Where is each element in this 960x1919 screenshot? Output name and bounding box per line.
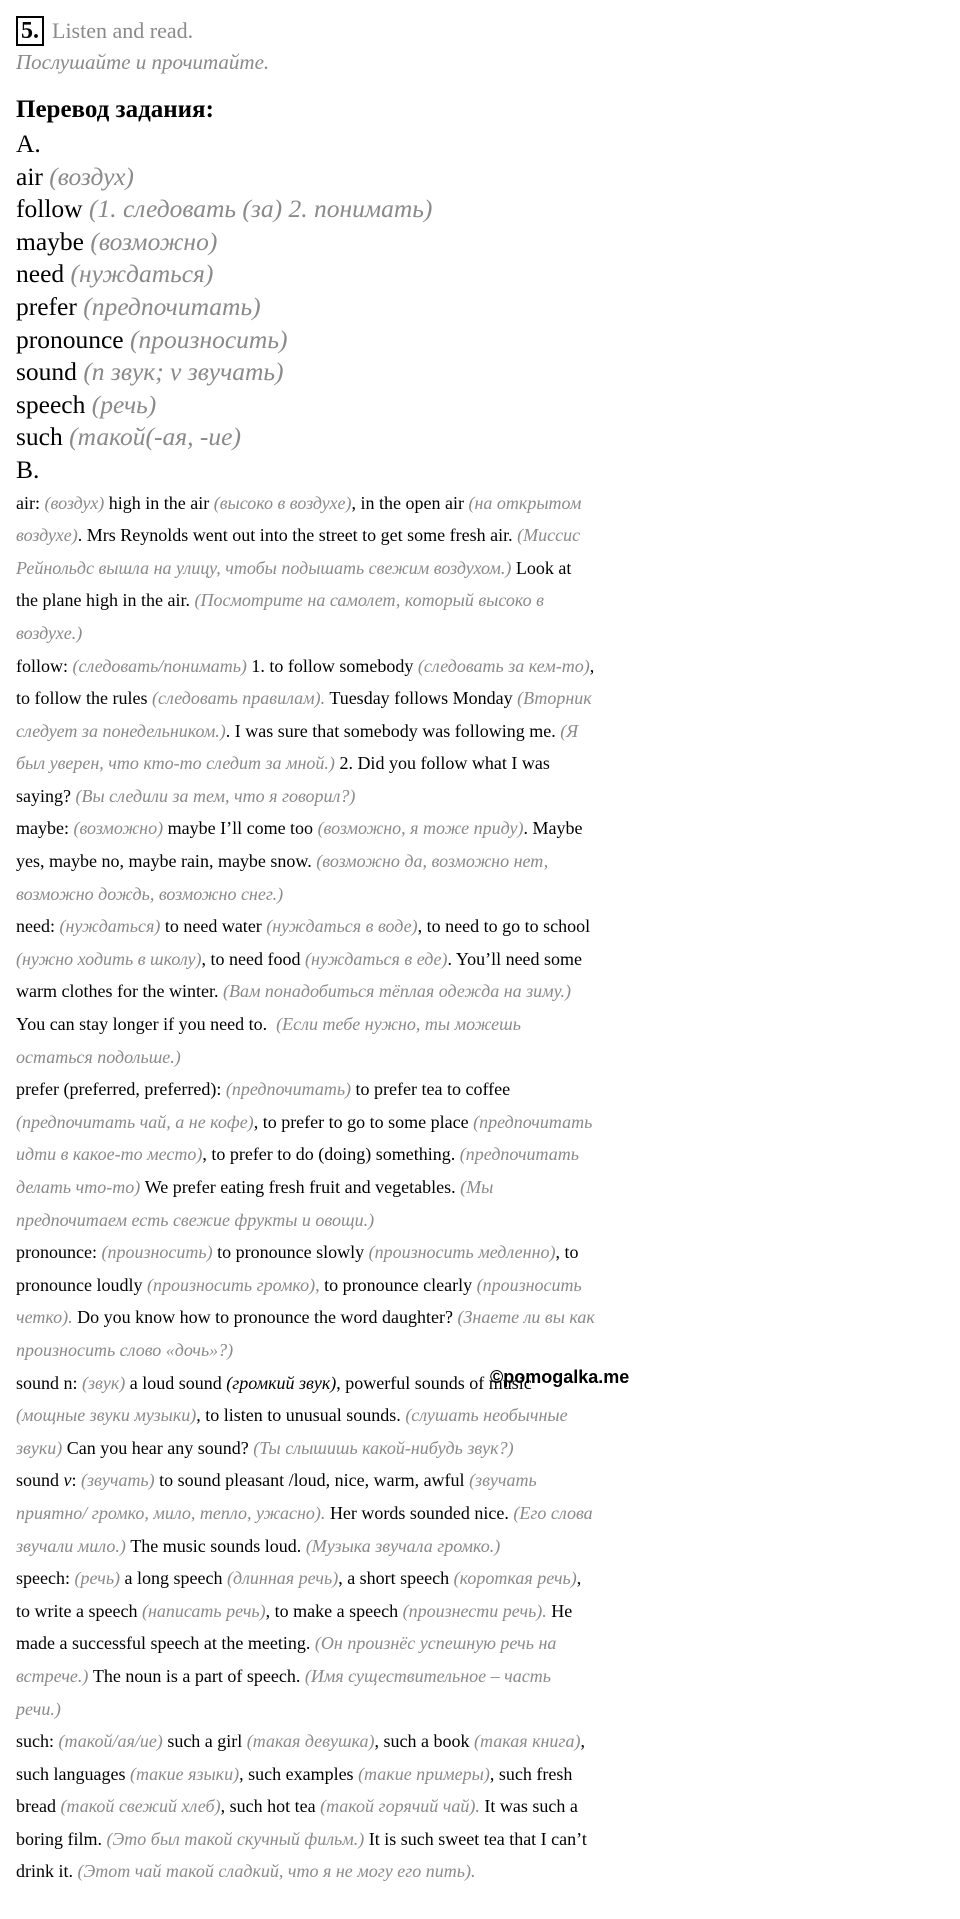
text-line: [16, 1432, 956, 1465]
english-segment: Do you know how to pronounce the word daughter?: [72, 1307, 458, 1328]
translation-segment: встрече.): [16, 1665, 89, 1686]
translation-segment: (нуждаться): [59, 916, 161, 937]
english-segment: air:: [16, 492, 45, 513]
english-segment: to write a speech: [16, 1600, 142, 1621]
english-segment: pronounce loudly: [16, 1274, 147, 1295]
translation-segment: воздухе.): [16, 622, 83, 643]
english-segment: ,: [576, 1568, 582, 1589]
translation-segment: (Миссис: [517, 525, 581, 546]
text-line: [16, 1627, 956, 1660]
translation-segment: (следовать/понимать): [72, 655, 247, 676]
english-segment: to prefer tea to coffee: [351, 1079, 511, 1100]
text-line: [16, 1204, 956, 1237]
english-segment: , such a book: [374, 1731, 475, 1752]
english-segment: Her words sounded nice.: [325, 1502, 514, 1523]
text-line: [16, 650, 956, 683]
text-line: [16, 1399, 956, 1432]
text-line: [16, 1823, 956, 1856]
word-translation: (нуждаться): [70, 259, 214, 289]
text-line: [16, 1138, 956, 1171]
english-segment: . You’ll need some: [447, 948, 583, 969]
translation-segment: (возможно, я тоже приду): [317, 818, 524, 839]
translation-segment: (возможно): [73, 818, 164, 839]
translation-segment: (следовать за кем-то): [417, 655, 590, 676]
english-segment: , to listen to unusual sounds.: [196, 1405, 406, 1426]
translation-segment: (предпочитать: [473, 1111, 593, 1132]
translation-segment: звучали мило.): [16, 1535, 126, 1556]
english-segment: to pronounce slowly: [212, 1242, 369, 1263]
text-line: [16, 1073, 956, 1106]
translation-segment: воздухе): [16, 525, 78, 546]
translation-segment: (Музыка звучала громко.): [305, 1535, 501, 1556]
english-segment: sound: [16, 1470, 64, 1491]
word-item: [16, 226, 956, 259]
translation-segment: (Если тебе нужно, ты можешь: [276, 1014, 521, 1035]
english-segment: , a short speech: [338, 1568, 454, 1589]
english-segment: ,: [580, 1731, 585, 1752]
english-segment: Can you hear any sound?: [62, 1437, 254, 1458]
english-segment: He: [546, 1600, 573, 1621]
word-item: [16, 291, 956, 324]
text-line: [16, 1562, 956, 1595]
text-line: [16, 1693, 956, 1726]
english-segment: , such examples: [239, 1763, 359, 1784]
english-segment: 1. to follow somebody: [246, 655, 418, 676]
english-segment: , such hot tea: [220, 1796, 321, 1817]
examples-text: [16, 487, 956, 1889]
translation-segment: речи.): [16, 1698, 61, 1719]
translation-segment: (Знаете ли вы как: [457, 1307, 595, 1328]
word-term: prefer: [16, 291, 77, 321]
translation-segment: делать что-то): [16, 1177, 141, 1197]
english-segment: Tuesday follows Monday: [325, 688, 518, 709]
english-segment: to follow the rules: [16, 688, 152, 709]
text-line: [16, 552, 956, 585]
english-segment: , to: [555, 1242, 579, 1263]
english-segment: It is such sweet tea that I can’t: [364, 1828, 587, 1849]
translation-segment: (нужно ходить в школу): [16, 948, 202, 969]
translation-segment: (Его слова: [513, 1502, 593, 1523]
text-line: [16, 1269, 956, 1302]
section-a: [16, 128, 956, 454]
translation-segment: (Я: [560, 720, 579, 741]
translation-segment: (нуждаться в воде): [266, 916, 418, 937]
text-line: [16, 845, 956, 878]
english-segment: , to need food: [201, 948, 306, 969]
word-term: pronounce: [16, 324, 124, 354]
text-line: [16, 1008, 956, 1041]
english-segment: high in the air: [104, 492, 214, 513]
text-line: [16, 715, 956, 748]
word-translation: (1. следовать (за) 2. понимать): [88, 194, 433, 224]
word-translation: (произносить): [130, 324, 288, 354]
english-segment: such languages: [16, 1763, 130, 1784]
translation-segment: (мощные звуки музыки): [16, 1405, 197, 1426]
section-b-label: B.: [16, 454, 40, 484]
translation-segment: (Имя существительное – часть: [304, 1665, 551, 1686]
text-line: [16, 1595, 956, 1628]
translation-segment: (речь): [74, 1568, 121, 1589]
translation-segment: (следовать правилам).: [151, 688, 326, 709]
english-segment: (громкий звук): [226, 1372, 337, 1393]
translation-segment: (предпочитать): [225, 1079, 352, 1100]
translation-segment: (написать речь): [141, 1600, 266, 1621]
english-segment: to sound pleasant /loud, nice, warm, awful: [154, 1470, 470, 1491]
translation-segment: идти в какое-то место): [16, 1144, 203, 1165]
english-segment: ,: [589, 655, 595, 676]
text-line: [16, 910, 956, 943]
text-line: [16, 1236, 956, 1269]
text-line: [16, 975, 956, 1008]
translation-segment: (на открытом: [468, 492, 582, 513]
text-line: [16, 682, 956, 715]
english-segment: bread: [16, 1796, 61, 1817]
word-translation: (возможно): [90, 226, 218, 256]
translation-segment: (Он произнёс успешную речь на: [314, 1633, 557, 1654]
english-segment: the plane high in the air.: [16, 590, 195, 611]
word-term: follow: [16, 194, 83, 224]
translation-segment: (произносить): [101, 1242, 213, 1263]
english-segment: We prefer eating fresh fruit and vegetables.: [140, 1177, 461, 1197]
english-segment: maybe:: [16, 818, 74, 839]
task-number: 5.: [16, 16, 44, 46]
english-segment: , to make a speech: [265, 1600, 403, 1621]
text-line: [16, 1041, 956, 1074]
translation-segment: (длинная речь): [226, 1568, 339, 1589]
translation-segment: (нуждаться в еде): [305, 948, 448, 969]
english-segment: to pronounce clearly: [319, 1274, 477, 1295]
english-segment: It was such a: [479, 1796, 578, 1817]
translation-segment: (Вам понадобиться тёплая одежда на зиму.): [222, 981, 572, 1002]
english-segment: pronounce:: [16, 1242, 102, 1263]
english-segment: , to prefer to do (doing) something.: [202, 1144, 460, 1165]
english-segment: , in the open air: [351, 492, 469, 513]
translation-segment: (произносить медленно): [368, 1242, 556, 1263]
english-segment: , to need to go to school: [417, 916, 591, 937]
translation-segment: (Этот чай такой сладкий, что я не могу его пить).: [77, 1861, 476, 1882]
word-translation: (предпочитать): [83, 291, 261, 321]
english-segment: :: [71, 1470, 82, 1491]
english-segment: 2. Did you follow what I was: [334, 753, 550, 774]
translation-segment: (звучать): [81, 1470, 155, 1491]
word-item: [16, 389, 956, 422]
section-a-label: A.: [16, 129, 41, 158]
task-header: [16, 14, 956, 48]
english-segment: made a successful speech at the meeting.: [16, 1633, 315, 1654]
task-instruction-ru: Послушайте и прочитайте.: [16, 50, 270, 74]
text-line: [16, 747, 956, 780]
english-segment: yes, maybe no, maybe rain, maybe snow.: [16, 851, 317, 872]
translation-segment: Рейнольдс вышла на улицу, чтобы подышать свежим воздухом.): [16, 557, 512, 578]
english-segment: such:: [16, 1731, 59, 1752]
watermark: ©pomogalka.me: [490, 1367, 630, 1387]
english-segment: Look at: [511, 557, 572, 578]
translation-segment: (произнести речь).: [402, 1600, 547, 1621]
word-term: air: [16, 161, 43, 191]
text-line: [16, 1660, 956, 1693]
translation-segment: (короткая речь): [453, 1568, 577, 1589]
text-line: [16, 1106, 956, 1139]
text-line: [16, 1464, 956, 1497]
english-segment: sound n:: [16, 1372, 83, 1393]
text-line: [16, 1725, 956, 1758]
english-segment: v: [63, 1470, 72, 1491]
word-item: [16, 356, 956, 389]
text-line: [16, 878, 956, 911]
translation-segment: предпочитаем есть свежие фрукты и овощи.): [16, 1209, 375, 1230]
word-term: sound: [16, 357, 77, 387]
translation-segment: (высоко в воздухе): [213, 492, 352, 513]
translation-segment: (такая книга): [474, 1731, 581, 1752]
english-segment: to need water: [160, 916, 267, 937]
english-segment: The noun is a part of speech.: [88, 1665, 305, 1686]
english-segment: , to prefer to go to some place: [253, 1111, 474, 1132]
translation-segment: (предпочитать чай, а не кофе): [16, 1111, 254, 1132]
translation-segment: (предпочитать: [459, 1144, 579, 1165]
word-item: [16, 193, 956, 226]
word-item: [16, 161, 956, 194]
translation-segment: звуки): [16, 1437, 63, 1458]
word-term: maybe: [16, 226, 84, 256]
text-line: [16, 1497, 956, 1530]
text-line: [16, 1855, 956, 1888]
translation-segment: следует за понедельником.): [16, 720, 226, 741]
text-line: [16, 780, 956, 813]
word-item: [16, 421, 956, 454]
english-segment: follow:: [16, 655, 73, 676]
word-item: [16, 324, 956, 357]
english-segment: , such fresh: [489, 1763, 573, 1784]
word-term: such: [16, 422, 63, 452]
word-term: speech: [16, 389, 86, 419]
word-list: [16, 161, 956, 454]
english-segment: . Mrs Reynolds went out into the street to get some fresh air.: [77, 525, 518, 546]
english-segment: , powerful sounds of music: [336, 1372, 532, 1393]
text-line: [16, 519, 956, 552]
translation-segment: (слушать необычные: [405, 1405, 568, 1426]
translation-segment: (Вы следили за тем, что я говорил?): [75, 785, 356, 806]
english-segment: drink it.: [16, 1861, 78, 1882]
text-line: [16, 1790, 956, 1823]
translation-segment: (воздух): [44, 492, 105, 513]
translation-segment: (произносить громко),: [146, 1274, 320, 1295]
translation-segment: (звучать: [469, 1470, 537, 1491]
translation-segment: (Ты слышишь какой-нибудь звук?): [253, 1437, 514, 1458]
text-line: [16, 1367, 956, 1400]
task-subtitle: Перевод задания:: [16, 96, 214, 123]
translation-segment: (такой/ая/ие): [58, 1731, 163, 1752]
english-segment: You can stay longer if you need to.: [16, 1014, 277, 1035]
english-segment: . I was sure that somebody was following me.: [225, 720, 561, 741]
text-line: [16, 584, 956, 617]
word-translation: (речь): [91, 389, 157, 419]
translation-segment: (возможно да, возможно нет,: [316, 851, 549, 872]
english-segment: a long speech: [120, 1568, 227, 1589]
text-line: [16, 1171, 956, 1204]
document-page: [16, 14, 956, 1888]
translation-segment: (такой свежий хлеб): [60, 1796, 221, 1817]
word-translation: (такой(-ая, -ие): [69, 422, 241, 452]
english-segment: . Maybe: [523, 818, 583, 839]
task-instruction-en: Listen and read.: [52, 18, 194, 43]
english-segment: warm clothes for the winter.: [16, 981, 223, 1002]
translation-segment: (такая девушка): [246, 1731, 375, 1752]
translation-segment: (такой горячий чай).: [320, 1796, 480, 1817]
text-line: [16, 943, 956, 976]
translation-segment: был уверен, что кто-то следит за мной.): [16, 753, 335, 774]
translation-segment: (Посмотрите на самолет, который высоко в: [194, 590, 544, 611]
word-translation: (воздух): [49, 161, 134, 191]
translation-segment: приятно/ громко, мило, тепло, ужасно).: [16, 1502, 326, 1523]
text-line: [16, 487, 956, 520]
english-segment: need:: [16, 916, 60, 937]
translation-segment: (Вторник: [517, 688, 592, 709]
english-segment: such a girl: [162, 1731, 247, 1752]
section-b: [16, 454, 956, 1888]
text-line: [16, 1530, 956, 1563]
translation-segment: возможно дождь, возможно снег.): [16, 883, 284, 904]
word-translation: (n звук; v звучать): [83, 357, 284, 387]
english-segment: prefer (preferred, preferred):: [16, 1079, 226, 1100]
english-segment: a loud sound: [125, 1372, 227, 1393]
text-line: [16, 1758, 956, 1791]
translation-segment: (произносить: [476, 1274, 582, 1295]
word-item: [16, 258, 956, 291]
text-line: [16, 617, 956, 650]
text-line: [16, 1301, 956, 1334]
english-segment: speech:: [16, 1568, 75, 1589]
english-segment: maybe I’ll come too: [163, 818, 318, 839]
english-segment: saying?: [16, 785, 76, 806]
translation-segment: произносить слово «дочь»?): [16, 1339, 234, 1360]
english-segment: boring film.: [16, 1828, 107, 1849]
translation-segment: остаться подольше.): [16, 1046, 181, 1067]
translation-segment: (такие языки): [129, 1763, 240, 1784]
translation-segment: (такие примеры): [358, 1763, 490, 1784]
translation-segment: (Мы: [460, 1177, 494, 1197]
text-line: [16, 1334, 956, 1367]
text-line: [16, 812, 956, 845]
translation-segment: четко).: [16, 1307, 73, 1328]
word-term: need: [16, 259, 65, 289]
translation-segment: (Это был такой скучный фильм.): [106, 1828, 365, 1849]
translation-segment: (звук): [82, 1372, 126, 1393]
english-segment: The music sounds loud.: [125, 1535, 306, 1556]
